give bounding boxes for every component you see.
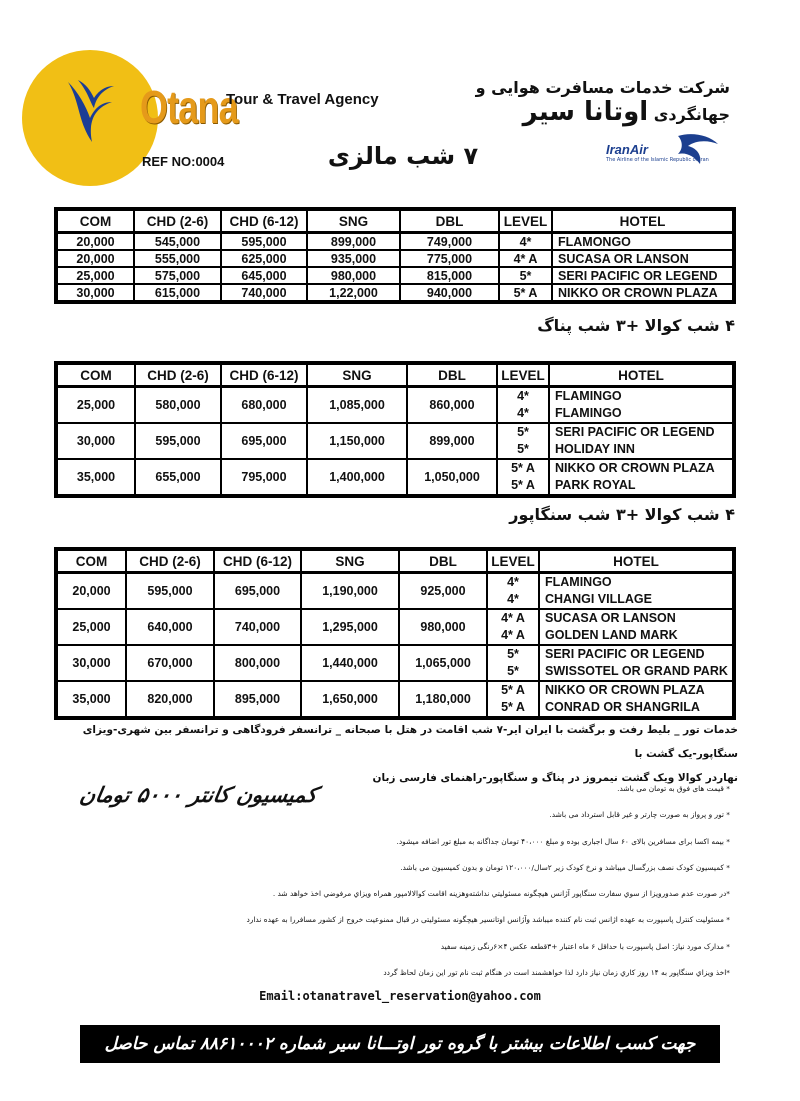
chd-2-6-cell: 820,000 [126,681,214,717]
sng-cell: 1,650,000 [301,681,399,717]
hotel-name-second: CONRAD OR SHANGRILA [545,700,700,714]
rates-table-7n-malaysia [54,207,736,304]
contact-email[interactable]: Email:otanatravel_reservation@yahoo.com [259,989,541,1003]
company-name-fa-big: اوتانا سیر [522,97,649,127]
chd-2-6-cell: 615,000 [134,284,221,301]
table-row [57,645,733,681]
table-row [57,284,733,301]
level-value-kl: 5* A [511,461,535,475]
hotel-name-kl: SERI PACIFIC OR LEGEND [555,425,715,439]
hotel-name-second: FLAMINGO [555,406,622,420]
dbl-cell: 925,000 [399,573,487,609]
com-cell: 35,000 [57,681,126,717]
hotel-cell: NIKKO OR CROWN PLAZA [552,284,733,301]
chd-2-6-cell: 640,000 [126,609,214,645]
hotel-name-second: CHANGI VILLAGE [545,592,652,606]
col-header-sng: SNG [307,210,400,233]
level-value-kl: 4* [517,389,529,403]
chd-2-6-cell: 595,000 [126,573,214,609]
col-header-chd-6-12: CHD (6-12) [221,210,307,233]
level-cell: 5* A [499,284,552,301]
table-header-row [57,550,733,573]
col-header-com: COM [57,364,135,387]
brand-name: Otana [140,81,238,133]
chd-6-12-cell: 680,000 [221,387,307,423]
brand-tagline: Tour & Travel Agency [226,91,379,108]
notes-list [200,780,730,990]
sng-cell: 1,400,000 [307,459,407,495]
hotel-name-kl: SUCASA OR LANSON [545,611,676,625]
hotel-name-kl: NIKKO OR CROWN PLAZA [545,683,705,697]
counter-commission: کمیسیون کانتر ۵۰۰۰ تومان [77,783,319,807]
col-header-dbl: DBL [407,364,497,387]
section-title-kl-penang: ۴ شب کوالا +۳ شب پناگ [537,316,735,335]
sng-cell: 935,000 [307,250,400,267]
level-value-second: 5* A [511,478,535,492]
col-header-hotel: HOTEL [539,550,733,573]
sng-cell: 1,295,000 [301,609,399,645]
tour-services-line: نهاردر کوالا ویک گشت نیمروز در پناگ و سنگاپور-راهنمای فارسی زبان [372,772,738,784]
company-name-fa [395,78,730,127]
level-cell: 4* A [499,250,552,267]
table-row [57,423,733,459]
hotel-name-second: GOLDEN LAND MARK [545,628,678,642]
table-row [57,573,733,609]
sng-cell: 899,000 [307,233,400,250]
hotel-cell [539,573,733,609]
com-cell: 30,000 [57,284,134,301]
col-header-level: LEVEL [487,550,539,573]
hotel-cell [549,459,733,495]
table-header-row [57,210,733,233]
hotel-name-second: HOLIDAY INN [555,442,635,456]
com-cell: 20,000 [57,250,134,267]
chd-6-12-cell: 795,000 [221,459,307,495]
level-value-second: 5* [507,664,519,678]
hotel-name-second: SWISSOTEL OR GRAND PARK [545,664,728,678]
level-cell: 5* [499,267,552,284]
chd-6-12-cell: 800,000 [214,645,301,681]
table-row [57,233,733,250]
note-item: * مسئولیت کنترل پاسپورت به عهده اژانس ثبت نام کننده میباشد وآژانس اوتانسیر هیچگونه مسئولیتی در قبال ممنوعیت خروج از کشور مسافررا به عهده ندارد [246,915,730,925]
chd-6-12-cell: 645,000 [221,267,307,284]
tour-services-line: خدمات تور _ بلیط رفت و برگشت با ایران ایر-۷ شب اقامت در هتل با صبحانه _ ترانسفر فرودگاهی و ترانسفر بین شهری-ویزای سنگاپور-یک گشت با [82,724,738,760]
com-cell: 20,000 [57,573,126,609]
level-value-kl: 5* A [501,683,525,697]
note-item: * بیمه اکسا برای مسافرین بالای ۶۰ سال اجباری بوده و مبلغ ۴۰،۰۰۰ تومان جداگانه به مبلغ تور اضافه میشود. [396,836,730,846]
dbl-cell: 749,000 [400,233,499,250]
chd-6-12-cell: 695,000 [214,573,301,609]
chd-6-12-cell: 740,000 [221,284,307,301]
level-cell [487,645,539,681]
sng-cell: 1,150,000 [307,423,407,459]
contact-banner: جهت کسب اطلاعات بیشتر با گروه تور اوتـــانا سیر شماره ۸۸۶۱۰۰۰۲ تماس حاصل فرمایید [80,1025,720,1063]
level-value-second: 5* [517,442,529,456]
chd-6-12-cell: 895,000 [214,681,301,717]
chd-2-6-cell: 595,000 [135,423,221,459]
chd-2-6-cell: 580,000 [135,387,221,423]
level-cell: 4* [499,233,552,250]
col-header-level: LEVEL [499,210,552,233]
table-row [57,459,733,495]
level-cell [487,609,539,645]
dbl-cell: 980,000 [399,609,487,645]
note-item: *اخذ ويزاي سنگاپور به ١۴ روز كاري زمان نياز دارد لذا خواهشمند است در هنگام ثبت نام تور اين زمان لحاظ گردد [383,968,730,978]
chd-6-12-cell: 595,000 [221,233,307,250]
sng-cell: 1,190,000 [301,573,399,609]
level-cell [487,681,539,717]
chd-2-6-cell: 555,000 [134,250,221,267]
iranair-subtitle: The Airline of the Islamic Republic of Iran [606,157,709,163]
col-header-chd-6-12: CHD (6-12) [214,550,301,573]
col-header-chd-6-12: CHD (6-12) [221,364,307,387]
level-cell [497,459,549,495]
dbl-cell: 899,000 [407,423,497,459]
table-row [57,267,733,284]
hotel-cell: SUCASA OR LANSON [552,250,733,267]
dbl-cell: 940,000 [400,284,499,301]
table-row [57,250,733,267]
note-item: * مدارک مورد نیاز: اصل پاسپورت با حداقل ۶ ماه اعتبار +۳قطعه عکس ۴×۶رنگی زمینه سفید [440,941,730,951]
sng-cell: 1,085,000 [307,387,407,423]
com-cell: 30,000 [57,423,135,459]
dbl-cell: 815,000 [400,267,499,284]
level-value-kl: 4* A [501,611,525,625]
chd-2-6-cell: 670,000 [126,645,214,681]
chd-2-6-cell: 655,000 [135,459,221,495]
col-header-chd-2-6: CHD (2-6) [134,210,221,233]
note-item: * تور و پرواز به صورت چارتر و غیر قابل استرداد می باشد. [549,810,730,820]
col-header-hotel: HOTEL [549,364,733,387]
hotel-cell: SERI PACIFIC OR LEGEND [552,267,733,284]
col-header-chd-2-6: CHD (2-6) [135,364,221,387]
hotel-cell [549,387,733,423]
col-header-chd-2-6: CHD (2-6) [126,550,214,573]
level-cell [497,423,549,459]
hotel-cell [539,681,733,717]
company-name-fa-small: شرکت خدمات مسافرت هوایی و جهانگردی [475,78,730,124]
table-header-row [57,364,733,387]
hotel-name-second: PARK ROYAL [555,478,636,492]
col-header-sng: SNG [301,550,399,573]
table-row [57,387,733,423]
com-cell: 25,000 [57,267,134,284]
hotel-name-kl: FLAMINGO [555,389,622,403]
dbl-cell: 1,065,000 [399,645,487,681]
hotel-name-kl: FLAMINGO [545,575,612,589]
hotel-cell [549,423,733,459]
hotel-name-kl: NIKKO OR CROWN PLAZA [555,461,715,475]
com-cell: 35,000 [57,459,135,495]
col-header-sng: SNG [307,364,407,387]
chd-6-12-cell: 695,000 [221,423,307,459]
level-cell [487,573,539,609]
col-header-hotel: HOTEL [552,210,733,233]
chd-2-6-cell: 545,000 [134,233,221,250]
dbl-cell: 860,000 [407,387,497,423]
ref-number: REF NO:0004 [142,154,225,169]
rates-table-kl-penang [54,361,736,498]
note-item: * کمیسیون کودک نصف بزرگسال میباشد و نرخ کودک زیر ۲سال/۱۲۰،۰۰۰ تومان و بدون کمیسیون می باشد. [400,862,730,872]
hotel-cell [539,645,733,681]
col-header-level: LEVEL [497,364,549,387]
otana-logo-icon [60,72,120,152]
chd-6-12-cell: 625,000 [221,250,307,267]
col-header-com: COM [57,550,126,573]
note-item: * قیمت های فوق به تومان می باشد. [617,784,730,793]
tour-title: ۷ شب مالزی [327,142,479,170]
table-row [57,609,733,645]
com-cell: 25,000 [57,609,126,645]
col-header-com: COM [57,210,134,233]
com-cell: 25,000 [57,387,135,423]
level-value-second: 4* [507,592,519,606]
table-row [57,681,733,717]
note-item: *در صورت عدم صدورویزا از سوي سفارت سنگاپور آژانس هيچگونه مسئوليتي نداشته‌وهزينه اقامت كوالالامپور همراه ويزاي مرفوضي اخذ خواهد شد . [272,889,730,899]
level-value-kl: 4* [507,575,519,589]
iranair-name: IranAir [606,142,648,157]
sng-cell: 1,440,000 [301,645,399,681]
dbl-cell: 1,180,000 [399,681,487,717]
col-header-dbl: DBL [399,550,487,573]
hotel-cell: FLAMONGO [552,233,733,250]
com-cell: 30,000 [57,645,126,681]
level-value-kl: 5* [517,425,529,439]
hotel-cell [539,609,733,645]
chd-2-6-cell: 575,000 [134,267,221,284]
level-value-second: 4* [517,406,529,420]
com-cell: 20,000 [57,233,134,250]
level-value-kl: 5* [507,647,519,661]
level-cell [497,387,549,423]
chd-6-12-cell: 740,000 [214,609,301,645]
col-header-dbl: DBL [400,210,499,233]
sng-cell: 1,22,000 [307,284,400,301]
level-value-second: 4* A [501,628,525,642]
section-title-kl-singapore: ۴ شب کوالا +۳ شب سنگاپور [509,505,735,524]
level-value-second: 5* A [501,700,525,714]
rates-table-kl-singapore [54,547,736,720]
hotel-name-kl: SERI PACIFIC OR LEGEND [545,647,705,661]
sng-cell: 980,000 [307,267,400,284]
dbl-cell: 1,050,000 [407,459,497,495]
dbl-cell: 775,000 [400,250,499,267]
